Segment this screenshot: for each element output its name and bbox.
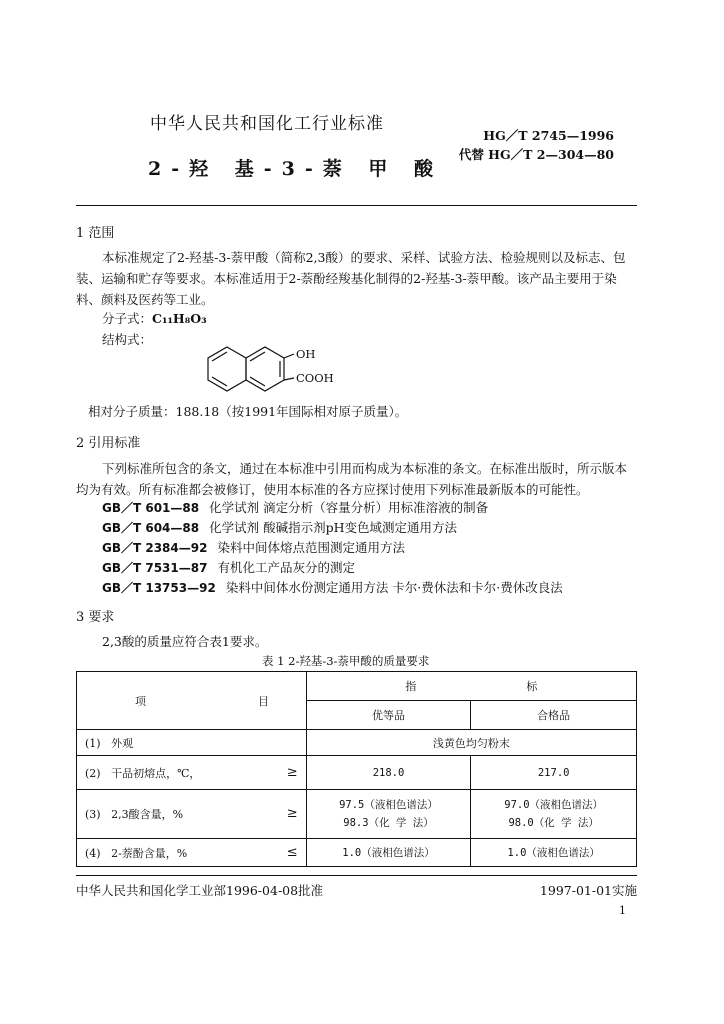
section-1-paragraph: 本标准规定了2-羟基-3-萘甲酸（简称2,3酸）的要求、采样、试验方法、检验规则以及标志、包装、运输和贮存等要求。本标准适用于2-萘酚经羧基化制得的2-羟基-3-萘甲酸。该产品主要用于染料、颜料及医药等工业。 bbox=[76, 250, 626, 307]
column-premium: 优等品 bbox=[306, 701, 471, 730]
reference-code: GB／T 2384—92 bbox=[102, 541, 208, 555]
formula-label: 分子式： bbox=[102, 311, 153, 326]
row-item: 2-萘酚含量，% bbox=[111, 846, 188, 860]
row-item: 外观 bbox=[111, 736, 134, 750]
row-premium-value: 218.0 bbox=[306, 756, 471, 790]
formula-value: C₁₁H₈O₃ bbox=[152, 311, 207, 326]
reference-title: 化学试剂 滴定分析（容量分析）用标准溶液的制备 bbox=[209, 500, 489, 515]
relative-molecular-mass: 相对分子质量：188.18（按1991年国际相对原子质量）。 bbox=[88, 404, 408, 419]
reference-title: 染料中间体水份测定通用方法 卡尔·费休法和卡尔·费休改良法 bbox=[225, 580, 563, 595]
header-divider bbox=[76, 205, 637, 206]
reference-code: GB／T 601—88 bbox=[102, 501, 200, 515]
row-qualified-value: 217.0 bbox=[471, 756, 637, 790]
section-3-heading: 3 要求 bbox=[76, 610, 115, 625]
reference-title: 化学试剂 酸碱指示剂pH变色域测定通用方法 bbox=[209, 520, 457, 535]
hydroxyl-label: OH bbox=[296, 347, 316, 361]
row-operator: ≤ bbox=[286, 844, 298, 860]
qualified-line: 97.0（液相色谱法） bbox=[504, 799, 604, 811]
table-header-item bbox=[77, 672, 307, 730]
row-qualified-value bbox=[471, 790, 637, 839]
item-head-char: 项 bbox=[135, 694, 146, 708]
row-item-cell bbox=[77, 730, 307, 756]
page-number: 1 bbox=[619, 904, 626, 917]
item-head-char: 目 bbox=[258, 694, 269, 708]
reference-item bbox=[102, 558, 355, 576]
table-row bbox=[77, 839, 637, 867]
table-row bbox=[77, 756, 637, 790]
row-premium-value bbox=[306, 790, 471, 839]
index-head-char: 标 bbox=[526, 680, 538, 693]
quality-requirements-table bbox=[76, 671, 637, 867]
reference-item bbox=[102, 498, 488, 516]
section-2-paragraph: 下列标准所包含的条文，通过在本标准中引用而构成为本标准的条文。在标准出版时，所示版本均为有效。所有标准都会被修订，使用本标准的各方应探讨使用下列标准最新版本的可能性。 bbox=[76, 461, 628, 497]
row-number: (2) bbox=[85, 766, 101, 780]
row-item-cell bbox=[77, 756, 307, 790]
row-qualified-value: 1.0（液相色谱法） bbox=[471, 839, 637, 867]
row-premium-value: 1.0（液相色谱法） bbox=[306, 839, 471, 867]
reference-title: 染料中间体熔点范围测定通用方法 bbox=[217, 540, 405, 555]
reference-code: GB／T 7531—87 bbox=[102, 561, 208, 575]
row-merged-value: 浅黄色均匀粉末 bbox=[306, 730, 636, 756]
reference-code: GB／T 13753—92 bbox=[102, 581, 216, 595]
reference-item bbox=[102, 518, 457, 536]
naphthalene-rings bbox=[208, 347, 294, 391]
section-3-paragraph: 2,3酸的质量应符合表1要求。 bbox=[102, 634, 268, 649]
section-1-heading: 1 范围 bbox=[76, 226, 115, 241]
row-item: 2,3酸含量，% bbox=[111, 808, 184, 821]
carboxyl-label: COOH bbox=[296, 371, 334, 385]
premium-line: 97.5（液相色谱法） bbox=[339, 799, 438, 811]
row-item-cell bbox=[77, 790, 307, 839]
row-number: (3) bbox=[85, 808, 101, 821]
table-caption: 表 1 2-羟基-3-萘甲酸的质量要求 bbox=[262, 654, 430, 668]
section-2-heading: 2 引用标准 bbox=[76, 436, 141, 451]
effective-date: 1997-01-01实施 bbox=[539, 883, 637, 898]
structure-label: 结构式： bbox=[102, 332, 153, 347]
reference-item bbox=[102, 578, 563, 596]
table-row bbox=[77, 790, 637, 839]
issuing-organization: 中华人民共和国化工行业标准 bbox=[150, 114, 384, 134]
document-title: 2-羟 基-3-萘 甲 酸 bbox=[148, 158, 443, 180]
row-operator: ≥ bbox=[286, 806, 298, 821]
table-row bbox=[77, 730, 637, 756]
qualified-line: 98.0（化 学 法） bbox=[508, 817, 599, 829]
standard-code: HG／T 2745—1996 bbox=[483, 128, 614, 143]
row-number: (1) bbox=[85, 736, 101, 750]
structural-formula bbox=[198, 340, 348, 398]
approval-statement: 中华人民共和国化学工业部1996-04-08批准 bbox=[76, 883, 324, 898]
index-head-char: 指 bbox=[405, 680, 417, 693]
column-qualified: 合格品 bbox=[471, 701, 637, 730]
reference-item bbox=[102, 538, 405, 556]
replaced-standard: 代替 HG／T 2—304—80 bbox=[458, 147, 614, 162]
row-item: 干品初熔点，℃， bbox=[111, 766, 201, 780]
row-number: (4) bbox=[85, 846, 101, 860]
footer-divider bbox=[76, 875, 637, 876]
table-header-index bbox=[306, 672, 636, 701]
molecular-formula-line bbox=[102, 309, 207, 327]
premium-line: 98.3（化 学 法） bbox=[343, 817, 434, 829]
row-operator: ≥ bbox=[286, 764, 298, 780]
reference-code: GB／T 604—88 bbox=[102, 521, 200, 535]
row-item-cell bbox=[77, 839, 307, 867]
reference-title: 有机化工产品灰分的测定 bbox=[217, 560, 355, 575]
